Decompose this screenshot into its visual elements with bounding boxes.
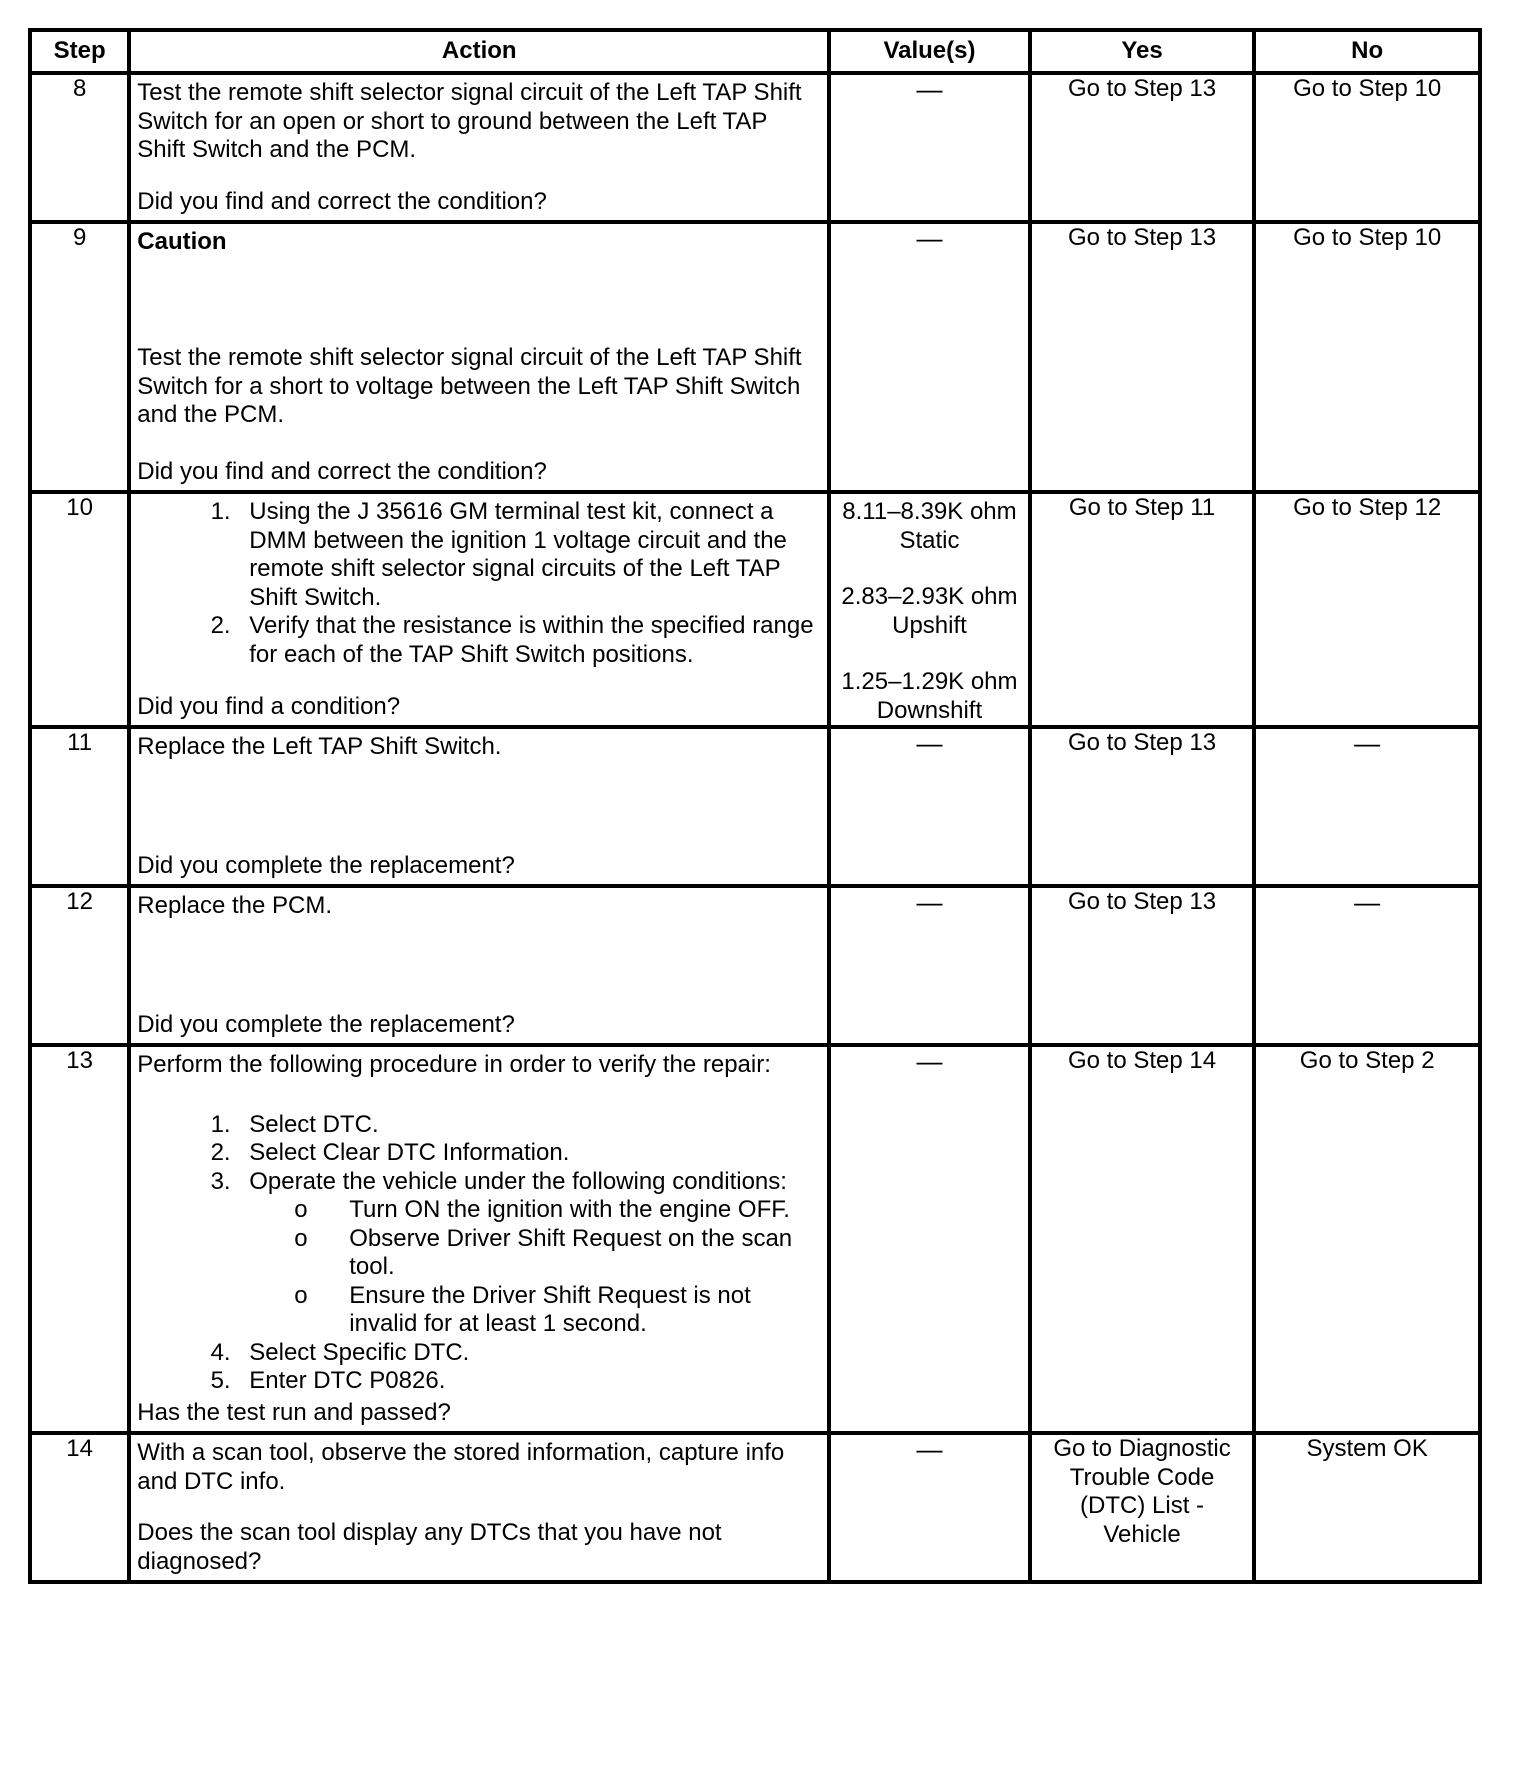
yes-cell: Go to Step 13: [1030, 886, 1255, 1045]
value-range: 8.11–8.39K ohm: [842, 498, 1017, 525]
action-cell: [129, 727, 829, 886]
action-text: Test the remote shift selector signal circuit of the Left TAP Shift Switch for a short to voltage between the Left TAP Shift Switch and the PCM.: [137, 344, 802, 428]
list-item-text: Operate the vehicle under the following conditions:: [249, 1167, 787, 1195]
yes-cell: Go to Step 13: [1030, 222, 1255, 492]
action-question: Did you find and correct the condition?: [137, 187, 547, 215]
yes-cell: Go to Step 13: [1030, 73, 1255, 222]
value-static: [831, 498, 1028, 555]
step-number: 11: [30, 727, 129, 886]
sub-list-item: o Ensure the Driver Shift Request is not invalid for at least 1 second.: [349, 1282, 821, 1339]
table-row-step-10: [30, 492, 1480, 727]
step-number: 9: [30, 222, 129, 492]
table-row-step-11: [30, 727, 1480, 886]
yes-cell: Go to Step 13: [1030, 727, 1255, 886]
value-label: Downshift: [876, 696, 983, 724]
value-cell: —: [829, 73, 1030, 222]
value-cell: —: [829, 727, 1030, 886]
value-range: 2.83–2.93K ohm: [841, 583, 1018, 610]
action-text: Replace the PCM.: [137, 892, 333, 919]
action-intro: Perform the following procedure in order to verify the repair:: [137, 1051, 771, 1078]
sub-list-item: o Observe Driver Shift Request on the scan tool.: [349, 1225, 821, 1282]
value-label: Upshift: [892, 611, 967, 639]
no-cell: —: [1254, 886, 1480, 1045]
header-values: Value(s): [829, 30, 1030, 73]
action-text: With a scan tool, observe the stored information, capture info and DTC info.: [137, 1439, 785, 1495]
value-downshift: [831, 668, 1028, 725]
action-question: Has the test run and passed?: [137, 1398, 451, 1426]
table-row-step-8: [30, 73, 1480, 222]
table-row-step-12: [30, 886, 1480, 1045]
list-item: 1. Using the J 35616 GM terminal test kit, connect a DMM between the ignition 1 voltage circuit and the remote shift selector signal circuits of the Left TAP Shift Switch.: [237, 498, 821, 612]
step-number: 10: [30, 492, 129, 727]
list-item: 1. Select DTC.: [237, 1111, 821, 1140]
header-no: No: [1254, 30, 1480, 73]
value-range: 1.25–1.29K ohm: [841, 668, 1018, 695]
value-cell: —: [829, 222, 1030, 492]
caution-label: Caution: [137, 228, 227, 255]
table-row-step-13: [30, 1045, 1480, 1433]
diagnostic-table: [28, 28, 1482, 1584]
header-step: Step: [30, 30, 129, 73]
action-cell: [129, 1045, 829, 1433]
action-cell: [129, 1433, 829, 1582]
no-cell: Go to Step 10: [1254, 222, 1480, 492]
action-question: Did you find and correct the condition?: [137, 457, 547, 485]
step-number: 8: [30, 73, 129, 222]
no-cell: —: [1254, 727, 1480, 886]
value-cell: —: [829, 1433, 1030, 1582]
value-cell: [829, 492, 1030, 727]
action-cell: [129, 886, 829, 1045]
step-number: 13: [30, 1045, 129, 1433]
no-cell: Go to Step 2: [1254, 1045, 1480, 1433]
action-cell: [129, 222, 829, 492]
action-text: Test the remote shift selector signal circuit of the Left TAP Shift Switch for an open or short to ground between the Left TAP Shift Switch and the PCM.: [137, 79, 802, 163]
yes-cell: Go to Diagnostic Trouble Code (DTC) List - Vehicle: [1030, 1433, 1255, 1582]
sub-list: [249, 1196, 821, 1339]
action-question: Did you find a condition?: [137, 692, 401, 720]
table-row-step-14: [30, 1433, 1480, 1582]
procedure-list: [137, 498, 821, 669]
value-cell: —: [829, 886, 1030, 1045]
yes-cell: Go to Step 11: [1030, 492, 1255, 727]
procedure-list: [137, 1111, 821, 1396]
action-cell: [129, 492, 829, 727]
list-item: 2. Verify that the resistance is within the specified range for each of the TAP Shift Switch positions.: [237, 612, 821, 669]
action-cell: [129, 73, 829, 222]
header-yes: Yes: [1030, 30, 1255, 73]
action-text: Replace the Left TAP Shift Switch.: [137, 733, 502, 760]
step-number: 14: [30, 1433, 129, 1582]
value-upshift: [831, 583, 1028, 640]
header-action: Action: [129, 30, 829, 73]
no-cell: System OK: [1254, 1433, 1480, 1582]
action-question: Did you complete the replacement?: [137, 1010, 515, 1038]
yes-cell: Go to Step 14: [1030, 1045, 1255, 1433]
list-item: 5. Enter DTC P0826.: [237, 1367, 821, 1396]
table-row-step-9: [30, 222, 1480, 492]
list-item: 2. Select Clear DTC Information.: [237, 1139, 821, 1168]
sub-list-item: o Turn ON the ignition with the engine OFF.: [349, 1196, 821, 1225]
no-cell: Go to Step 10: [1254, 73, 1480, 222]
list-item: 4. Select Specific DTC.: [237, 1339, 821, 1368]
value-label: Static: [899, 526, 960, 554]
header-row: [30, 30, 1480, 73]
step-number: 12: [30, 886, 129, 1045]
list-item: [237, 1168, 821, 1339]
value-cell: —: [829, 1045, 1030, 1433]
no-cell: Go to Step 12: [1254, 492, 1480, 727]
action-question: Did you complete the replacement?: [137, 851, 515, 879]
action-question: Does the scan tool display any DTCs that you have not diagnosed?: [137, 1519, 722, 1575]
